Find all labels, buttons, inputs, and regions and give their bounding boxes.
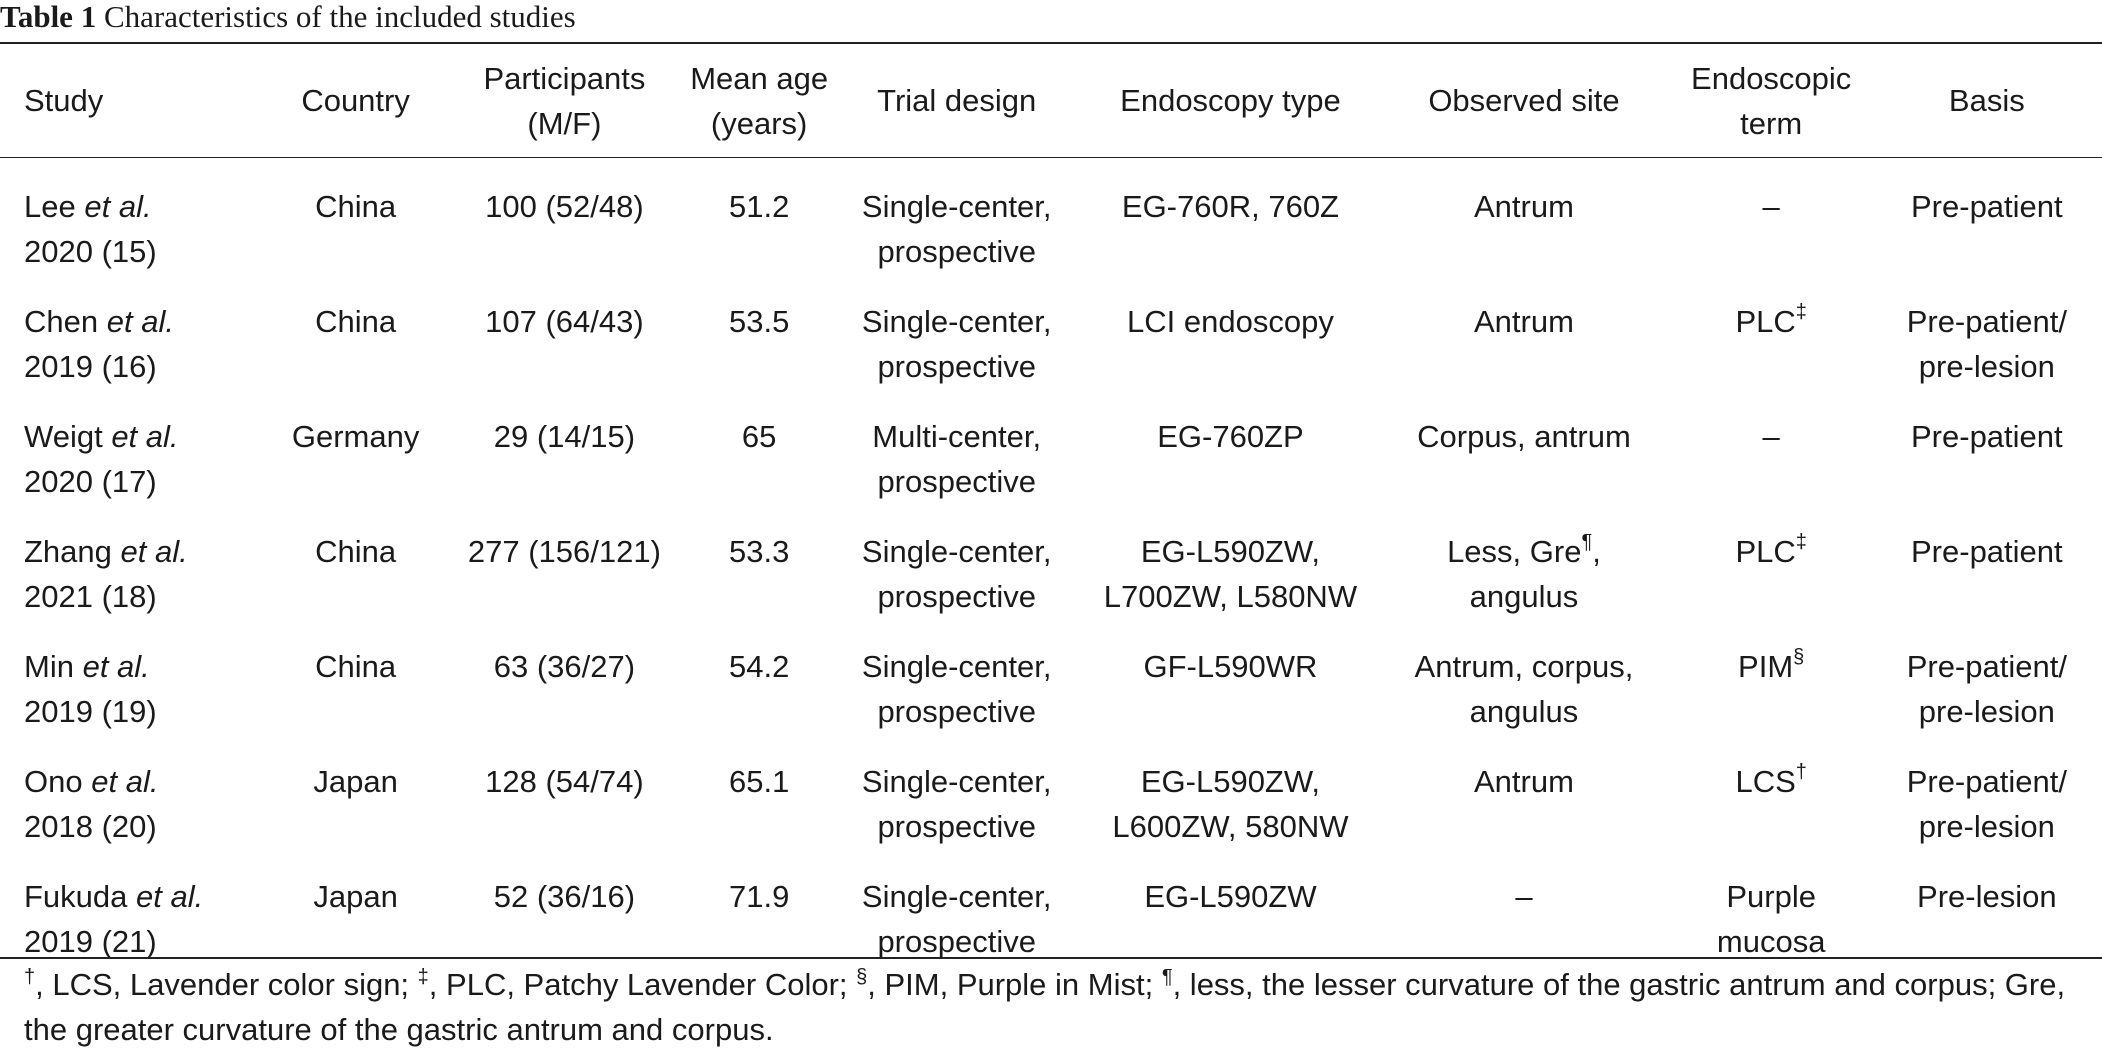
- footnote-symbol: †: [24, 966, 36, 988]
- study-etal: et al.: [111, 419, 179, 454]
- table-row: [0, 619, 2102, 734]
- country-cell: Japan: [313, 764, 398, 799]
- study-etal: et al.: [82, 649, 150, 684]
- study-cell: [0, 504, 271, 619]
- participants-cell: 100 (52/48): [485, 189, 644, 224]
- endoscopic-term-cell-line: PLC: [1735, 534, 1796, 569]
- header-rule: [0, 157, 2102, 158]
- endoscopy-type-cell-line: EG-L590ZW,: [1140, 534, 1321, 569]
- footnote-text: , less, the lesser curvature of the gastric antrum and corpus; Gre, the greater curvature of the gastric antrum and corpus.: [24, 967, 2066, 1047]
- trial-design-cell-line: Single-center,: [861, 534, 1052, 569]
- country-cell: China: [315, 534, 397, 569]
- participants-cell: 277 (156/121): [467, 534, 661, 569]
- endoscopic-term-cell: [1671, 389, 1872, 504]
- study-author: Zhang: [24, 534, 112, 569]
- column-header-line: Endoscopic: [1691, 60, 1852, 96]
- table-row: [0, 734, 2102, 849]
- country-cell: Germany: [291, 419, 420, 454]
- column-header: [0, 44, 271, 157]
- mean-age-cell: 65: [741, 419, 777, 454]
- study-etal: et al.: [120, 534, 188, 569]
- table-row: [0, 274, 2102, 389]
- table-row: [0, 504, 2102, 619]
- endoscopy-type-cell-line: EG-760R, 760Z: [1121, 189, 1339, 224]
- trial-design-cell-line: prospective: [877, 694, 1036, 729]
- endoscopic-term-cell: [1671, 734, 1872, 849]
- study-author: Lee: [24, 189, 76, 224]
- observed-site-cell-line: Antrum: [1473, 189, 1574, 224]
- bottom-rule: [0, 957, 2102, 959]
- trial-design-cell-line: Single-center,: [861, 189, 1052, 224]
- footnote-text: , PIM, Purple in Mist;: [867, 967, 1162, 1002]
- endoscopy-type-cell: [1084, 619, 1378, 734]
- endoscopy-type-cell: [1084, 389, 1378, 504]
- footnote-symbol: ‡: [417, 966, 429, 988]
- observed-site-cell: [1377, 734, 1671, 849]
- basis-cell-line: Pre-patient/: [1906, 649, 2067, 684]
- endoscopic-term-cell-superscript: †: [1795, 761, 1807, 783]
- mean-age-cell: 53.3: [728, 534, 790, 569]
- studies-table: [0, 44, 2102, 964]
- basis-cell-line: Pre-lesion: [1917, 879, 2057, 914]
- table-row: [0, 849, 2102, 964]
- study-etal: et al.: [84, 189, 152, 224]
- mean-age-cell: 53.5: [728, 304, 790, 339]
- observed-site-cell-line: –: [1515, 879, 1533, 914]
- endoscopic-term-cell-superscript: §: [1793, 646, 1805, 668]
- column-header: [271, 44, 440, 157]
- endoscopic-term-cell: [1671, 619, 1872, 734]
- endoscopy-type-cell: [1084, 504, 1378, 619]
- endoscopy-type-cell: [1084, 849, 1378, 964]
- endoscopic-term-cell-line: mucosa: [1716, 924, 1826, 959]
- observed-site-cell-line: Antrum: [1473, 304, 1574, 339]
- study-year-ref: 2020 (17): [24, 464, 157, 499]
- basis-cell-line: Pre-patient: [1911, 534, 2063, 569]
- observed-site-cell: [1377, 389, 1671, 504]
- footnote-text: , LCS, Lavender color sign;: [35, 967, 418, 1002]
- basis-cell-line: Pre-patient: [1911, 419, 2063, 454]
- mean-age-cell: 51.2: [728, 189, 790, 224]
- footnote-text: , PLC, Patchy Lavender Color;: [428, 967, 857, 1002]
- endoscopic-term-cell-line: LCS: [1735, 764, 1796, 799]
- trial-design-cell-line: Single-center,: [861, 764, 1052, 799]
- endoscopic-term-cell-superscript: ‡: [1795, 531, 1807, 553]
- endoscopy-type-cell: [1084, 274, 1378, 389]
- study-year-ref: 2019 (16): [24, 349, 157, 384]
- column-header-line: Observed site: [1428, 83, 1620, 118]
- participants-cell: 29 (14/15): [493, 419, 636, 454]
- footnote-symbol: ¶: [1161, 966, 1173, 988]
- column-header-line: Mean age: [690, 60, 829, 96]
- participants-cell: 128 (54/74): [485, 764, 644, 799]
- study-etal: et al.: [106, 304, 174, 339]
- trial-design-cell-line: prospective: [877, 924, 1036, 959]
- header-row: [0, 44, 2102, 157]
- study-cell: [0, 157, 271, 274]
- column-header-line: Endoscopy type: [1120, 83, 1341, 118]
- table-body: [0, 157, 2102, 964]
- basis-cell: [1872, 734, 2102, 849]
- trial-design-cell: [830, 504, 1084, 619]
- study-year-ref: 2020 (15): [24, 234, 157, 269]
- study-author: Ono: [24, 764, 83, 799]
- endoscopy-type-cell-line: GF-L590WR: [1143, 649, 1318, 684]
- observed-site-cell-line: angulus: [1469, 579, 1579, 614]
- basis-cell-line: Pre-patient: [1911, 189, 2063, 224]
- observed-site-cell-line: Antrum, corpus,: [1414, 649, 1634, 684]
- endoscopy-type-cell: [1084, 157, 1378, 274]
- trial-design-cell: [830, 619, 1084, 734]
- study-year-ref: 2018 (20): [24, 809, 157, 844]
- column-header-line: Study: [24, 83, 104, 118]
- table-caption: [0, 0, 576, 40]
- column-header: [830, 44, 1084, 157]
- observed-site-cell-superscript: ¶: [1581, 531, 1593, 553]
- column-header: [1084, 44, 1378, 157]
- endoscopic-term-cell-line: –: [1762, 419, 1780, 454]
- endoscopic-term-cell-line: Purple: [1726, 879, 1816, 914]
- endoscopic-term-cell: [1671, 274, 1872, 389]
- trial-design-cell-line: prospective: [877, 809, 1036, 844]
- basis-cell: [1872, 504, 2102, 619]
- column-header: [1671, 44, 1872, 157]
- table-title: Characteristics of the included studies: [103, 0, 576, 34]
- trial-design-cell-line: prospective: [877, 579, 1036, 614]
- trial-design-cell-line: prospective: [877, 464, 1036, 499]
- column-header: [440, 44, 688, 157]
- basis-cell-line: pre-lesion: [1918, 694, 2055, 729]
- basis-cell: [1872, 157, 2102, 274]
- endoscopic-term-cell-line: –: [1762, 189, 1780, 224]
- basis-cell: [1872, 389, 2102, 504]
- mean-age-cell: 65.1: [728, 764, 790, 799]
- observed-site-cell: Less, Gre¶, angulus: [1447, 531, 1601, 614]
- trial-design-cell-line: prospective: [877, 234, 1036, 269]
- endoscopy-type-cell-line: L600ZW, 580NW: [1112, 809, 1349, 844]
- trial-design-cell: [830, 274, 1084, 389]
- country-cell: Japan: [313, 879, 398, 914]
- column-header-line: Country: [301, 83, 410, 118]
- endoscopy-type-cell-line: LCI endoscopy: [1127, 304, 1334, 339]
- study-cell: [0, 619, 271, 734]
- country-cell: China: [315, 304, 397, 339]
- study-cell: [0, 849, 271, 964]
- country-cell: China: [315, 649, 397, 684]
- observed-site-cell-line: Corpus, antrum: [1417, 419, 1631, 454]
- column-header-line: Participants: [483, 60, 646, 96]
- endoscopic-term-cell: [1671, 157, 1872, 274]
- endoscopic-term-cell-line: PIM: [1738, 649, 1794, 684]
- endoscopy-type-cell-line: EG-L590ZW: [1144, 879, 1317, 914]
- participants-cell: 107 (64/43): [485, 304, 644, 339]
- trial-design-cell: [830, 734, 1084, 849]
- basis-cell-line: Pre-patient/: [1906, 304, 2067, 339]
- observed-site-cell: [1377, 157, 1671, 274]
- observed-site-cell-line: Less, Gre: [1447, 534, 1582, 569]
- mean-age-cell: 54.2: [728, 649, 790, 684]
- observed-site-cell-line: Antrum: [1473, 764, 1574, 799]
- column-header: [1377, 44, 1671, 157]
- country-cell: China: [315, 189, 397, 224]
- study-author: Chen: [24, 304, 99, 339]
- column-header-line: term: [1740, 105, 1803, 141]
- basis-cell-line: Pre-patient/: [1906, 764, 2067, 799]
- participants-cell: 52 (36/16): [493, 879, 636, 914]
- endoscopy-type-cell-line: L700ZW, L580NW: [1103, 579, 1358, 614]
- study-etal: et al.: [91, 764, 159, 799]
- trial-design-cell-line: Multi-center,: [872, 419, 1042, 454]
- trial-design-cell-line: Single-center,: [861, 879, 1052, 914]
- study-author: Weigt: [24, 419, 103, 454]
- table-label: Table 1: [0, 0, 97, 34]
- basis-cell-line: pre-lesion: [1918, 349, 2055, 384]
- trial-design-cell-line: Single-center,: [861, 304, 1052, 339]
- observed-site-cell: [1377, 274, 1671, 389]
- study-year-ref: 2019 (19): [24, 694, 157, 729]
- study-author: Fukuda: [24, 879, 128, 914]
- basis-cell: [1872, 849, 2102, 964]
- mean-age-cell: 71.9: [728, 879, 790, 914]
- trial-design-cell: [830, 849, 1084, 964]
- observed-site-cell-line: angulus: [1469, 694, 1579, 729]
- basis-cell-line: pre-lesion: [1918, 809, 2055, 844]
- table-row: [0, 157, 2102, 274]
- table-footnote: [24, 962, 2084, 1052]
- endoscopic-term-cell-superscript: ‡: [1795, 301, 1807, 323]
- table-row: [0, 389, 2102, 504]
- endoscopic-term-cell: [1671, 504, 1872, 619]
- observed-site-cell: [1377, 849, 1671, 964]
- participants-cell: 63 (36/27): [493, 649, 636, 684]
- endoscopic-term-cell-line: PLC: [1735, 304, 1796, 339]
- column-header: [1872, 44, 2102, 157]
- trial-design-cell-line: Single-center,: [861, 649, 1052, 684]
- column-header-line: Basis: [1948, 83, 2025, 118]
- footnote-symbol: §: [856, 966, 868, 988]
- study-cell: [0, 274, 271, 389]
- study-cell: [0, 734, 271, 849]
- basis-cell: [1872, 274, 2102, 389]
- study-author: Min: [24, 649, 74, 684]
- basis-cell: [1872, 619, 2102, 734]
- study-year-ref: 2021 (18): [24, 579, 157, 614]
- column-header-line: (years): [710, 105, 808, 141]
- column-header-line: (M/F): [527, 105, 602, 141]
- study-year-ref: 2019 (21): [24, 924, 157, 959]
- endoscopy-type-cell-line: EG-L590ZW,: [1140, 764, 1321, 799]
- column-header-line: Trial design: [877, 83, 1037, 118]
- trial-design-cell: [830, 157, 1084, 274]
- trial-design-cell-line: prospective: [877, 349, 1036, 384]
- study-cell: [0, 389, 271, 504]
- study-etal: et al.: [136, 879, 204, 914]
- endoscopy-type-cell-line: EG-760ZP: [1157, 419, 1304, 454]
- trial-design-cell: [830, 389, 1084, 504]
- observed-site-cell: [1377, 619, 1671, 734]
- endoscopic-term-cell: [1671, 849, 1872, 964]
- endoscopy-type-cell: [1084, 734, 1378, 849]
- column-header: [689, 44, 830, 157]
